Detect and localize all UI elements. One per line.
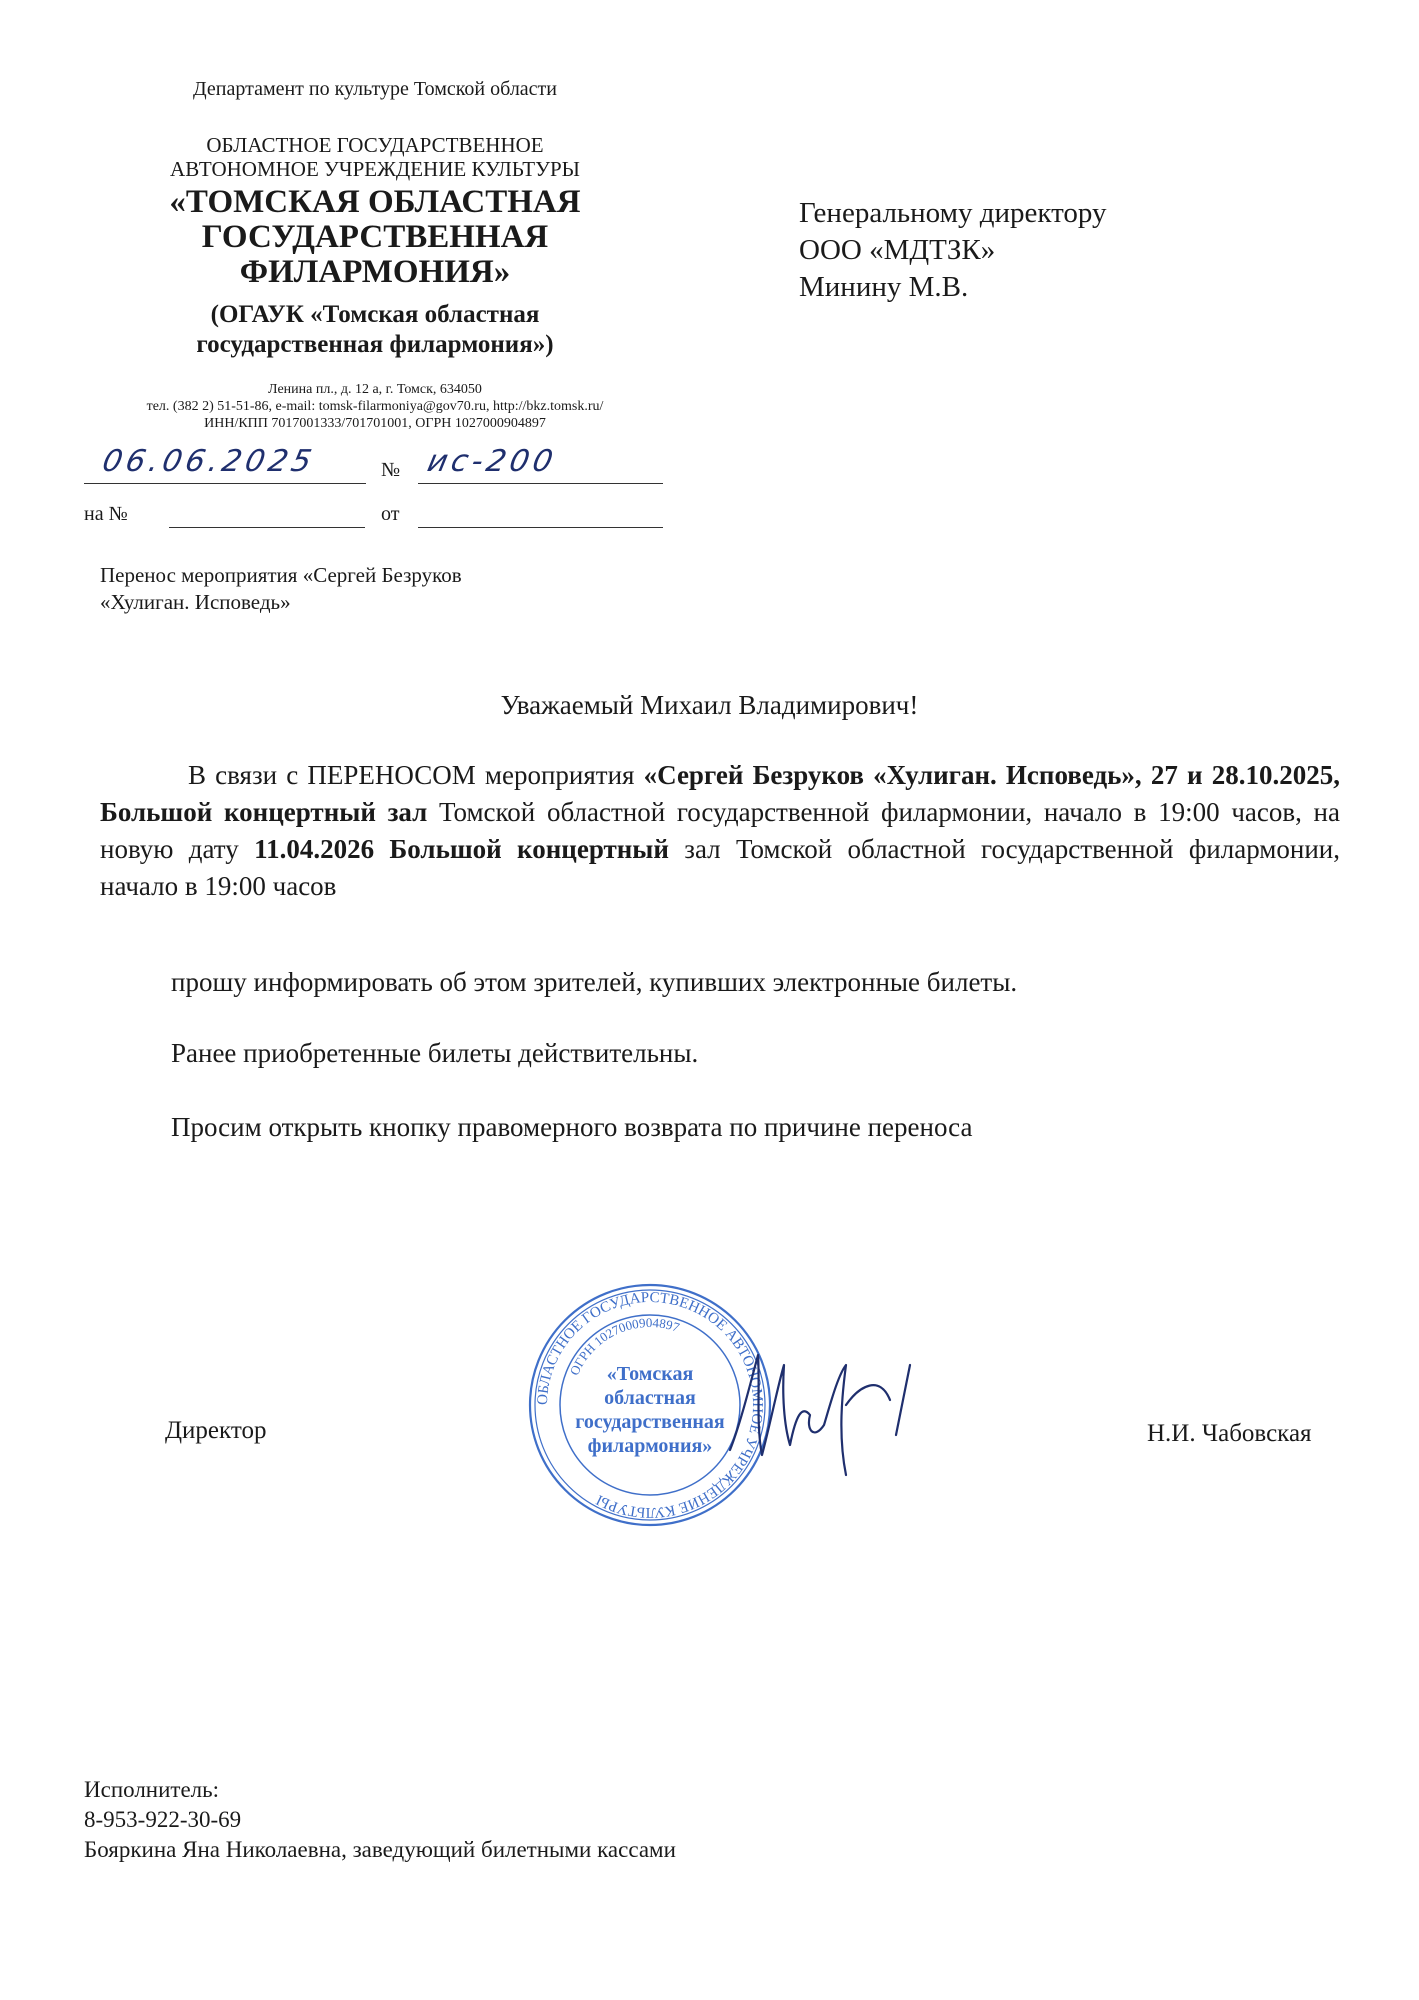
department-name: Департамент по культуре Томской области bbox=[193, 78, 557, 100]
body-paragraph-1-part-e: зал Томской областной государственной филармонии, начало в 19:00 часов bbox=[100, 834, 1340, 901]
outgoing-date-handwritten: 06.06.2025 bbox=[99, 444, 319, 479]
body-paragraph-1 bbox=[100, 757, 1340, 905]
organization-phone-email: тел. (382 2) 51-51-86, e-mail: tomsk-filarmoniya@gov70.ru, http://bkz.tomsk.ru/ bbox=[146, 399, 604, 414]
greeting: Уважаемый Михаил Владимирович! bbox=[500, 690, 919, 720]
body-paragraph-3: Ранее приобретенные билеты действительны. bbox=[171, 1038, 699, 1068]
organization-type-line2: АВТОНОМНОЕ УЧРЕЖДЕНИЕ КУЛЬТУРЫ bbox=[170, 157, 580, 181]
organization-type bbox=[80, 133, 670, 181]
body-paragraph-1-part-c: Томской областной государственной филармонии, начало в 19:00 часов, на новую дату bbox=[100, 797, 1340, 864]
stamp-center-line2: областная bbox=[604, 1387, 696, 1409]
body-paragraph-2: прошу информировать об этом зрителей, купивших электронные билеты. bbox=[171, 967, 1018, 997]
letter-subject-line1: Перенос мероприятия «Сергей Безруков bbox=[100, 563, 462, 587]
body-paragraph-1-event: «Сергей Безруков «Хулиган. Исповедь», 27 и 28.10.2025, Большой концертный зал bbox=[100, 760, 1340, 827]
addressee-line1: Генеральному директору bbox=[799, 197, 1107, 229]
executor-label: Исполнитель: bbox=[84, 1777, 220, 1802]
organization-address: Ленина пл., д. 12 а, г. Томск, 634050 bbox=[268, 382, 482, 397]
stamp-ogrn-text: ОГРН 1027000904897 bbox=[566, 1314, 682, 1378]
organization-name-line2: ГОСУДАРСТВЕННАЯ bbox=[201, 219, 549, 255]
addressee-block bbox=[799, 195, 1106, 306]
letter-subject-line2: «Хулиган. Исповедь» bbox=[100, 590, 291, 614]
organization-name-line1: «ТОМСКАЯ ОБЛАСТНАЯ bbox=[169, 184, 581, 220]
stamp-center-line1: «Томская bbox=[606, 1363, 694, 1385]
outgoing-number-handwritten: ис-200 bbox=[424, 444, 560, 479]
addressee-line3: Минину М.В. bbox=[799, 271, 969, 303]
organization-ids: ИНН/КПП 7017001333/701701001, ОГРН 1027000904897 bbox=[204, 416, 546, 431]
body-paragraph-1-new-date: 11.04.2026 Большой концертный bbox=[254, 834, 669, 864]
stamp-outer-text: ОБЛАСТНОЕ ГОСУДАРСТВЕННОЕ АВТОНОМНОЕ УЧРЕЖДЕНИЕ КУЛЬТУРЫ bbox=[534, 1289, 766, 1521]
organization-short-name-line1: (ОГАУК «Томская областная bbox=[210, 301, 540, 328]
outgoing-number-label: № bbox=[381, 459, 401, 481]
executor-name: Бояркина Яна Николаевна, заведующий билетными кассами bbox=[84, 1837, 676, 1862]
reply-from-underline bbox=[418, 527, 663, 528]
signatory-name: Н.И. Чабовская bbox=[1147, 1420, 1312, 1447]
reply-to-underline bbox=[169, 527, 365, 528]
organization-name bbox=[80, 185, 670, 290]
date-underline bbox=[84, 483, 366, 484]
stamp-center-line3: государственная bbox=[575, 1411, 725, 1433]
reply-to-label: на № bbox=[84, 503, 128, 525]
stamp-center-line4: филармония» bbox=[587, 1435, 713, 1457]
organization-contacts bbox=[80, 381, 670, 432]
organization-name-line3: ФИЛАРМОНИЯ» bbox=[239, 254, 511, 290]
body-paragraph-4: Просим открыть кнопку правомерного возврата по причине переноса bbox=[171, 1112, 973, 1142]
stamp-center-text bbox=[575, 1363, 725, 1457]
executor-block bbox=[84, 1775, 676, 1865]
executor-phone: 8-953-922-30-69 bbox=[84, 1807, 242, 1832]
body-paragraph-1-part-a: В связи с ПЕРЕНОСОМ мероприятия bbox=[188, 760, 644, 790]
signatory-role: Директор bbox=[165, 1417, 267, 1444]
organization-type-line1: ОБЛАСТНОЕ ГОСУДАРСТВЕННОЕ bbox=[206, 133, 544, 157]
letter-subject bbox=[100, 562, 462, 616]
director-signature bbox=[720, 1345, 920, 1485]
organization-short-name-line2: государственная филармония») bbox=[196, 331, 554, 358]
reply-from-label: от bbox=[381, 503, 400, 525]
addressee-line2: ООО «МДТЗК» bbox=[799, 234, 996, 266]
number-underline bbox=[418, 483, 663, 484]
organization-short-name bbox=[80, 300, 670, 360]
